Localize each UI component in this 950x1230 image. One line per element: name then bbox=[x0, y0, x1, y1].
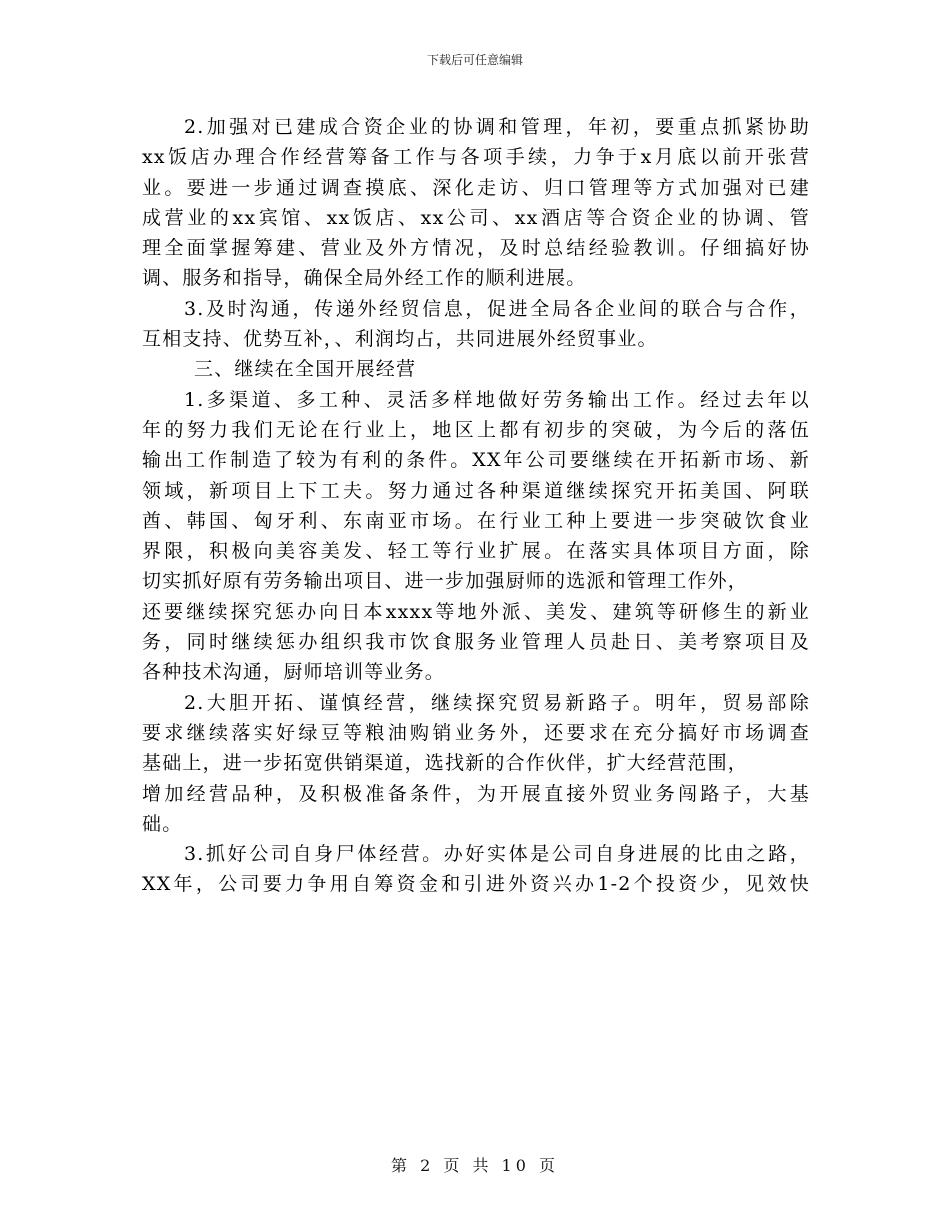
text-line: 成营业的xx宾馆、xx饭店、xx公司、xx酒店等合资企业的协调、管 bbox=[142, 206, 810, 229]
page-header: 下载后可任意编辑 bbox=[426, 53, 523, 67]
text-line: 3.抓好公司自身尸体经营。办好实体是公司自身进展的比由之路， bbox=[184, 843, 810, 866]
page-number-footer: 第 2 页 共 10 页 bbox=[391, 1156, 559, 1175]
text-line: XX年，公司要力争用自筹资金和引进外资兴办1-2个投资少，见效快 bbox=[142, 873, 810, 896]
text-line: 业。要进一步通过调查摸底、深化走访、归口管理等方式加强对已建 bbox=[142, 176, 810, 199]
text-line: 3.及时沟通，传递外经贸信息，促进全局各企业间的联合与合作， bbox=[184, 297, 810, 320]
text-line: 要求继续落实好绿豆等粮油购销业务外，还要求在充分搞好市场调查 bbox=[142, 721, 810, 744]
text-line: 基础上，进一步拓宽供销渠道，选找新的合作伙伴，扩大经营范围， bbox=[142, 752, 749, 775]
text-line: 界限，积极向美容美发、轻工等行业扩展。在落实具体项目方面，除 bbox=[142, 540, 810, 563]
text-line: 还要继续探究惩办向日本xxxx等地外派、美发、建筑等研修生的新业 bbox=[142, 600, 810, 623]
text-line: 增加经营品种，及积极准备条件，为开展直接外贸业务闯路子，大基 bbox=[142, 782, 810, 805]
text-line: 年的努力我们无论在行业上，地区上都有初步的突破，为今后的落伍 bbox=[142, 418, 810, 441]
text-line: 2.大胆开拓、谨慎经营，继续探究贸易新路子。明年，贸易部除 bbox=[184, 691, 810, 714]
text-line: 切实抓好原有劳务输出项目、进一步加强厨师的选派和管理工作外， bbox=[142, 570, 749, 593]
text-line: 础。 bbox=[142, 812, 183, 835]
text-line: 1.多渠道、多工种、灵活多样地做好劳务输出工作。经过去年以 bbox=[184, 388, 810, 411]
section-heading: 三、继续在全国开展经营 bbox=[194, 358, 417, 381]
text-line: 互相支持、优势互补，、利润均占，共同进展外经贸事业。 bbox=[142, 328, 658, 351]
text-line: 领域，新项目上下工夫。努力通过各种渠道继续探究开拓美国、阿联 bbox=[142, 479, 810, 502]
text-line: 理全面掌握筹建、营业及外方情况，及时总结经验教训。仔细搞好协 bbox=[142, 237, 810, 260]
text-line: 务，同时继续惩办组织我市饮食服务业管理人员赴日、美考察项目及 bbox=[142, 631, 810, 654]
text-line: 调、服务和指导，确保全局外经工作的顺利进展。 bbox=[142, 267, 587, 290]
text-line: 酋、韩国、匈牙利、东南亚市场。在行业工种上要进一步突破饮食业 bbox=[142, 509, 810, 532]
text-line: xx饭店办理合作经营筹备工作与各项手续，力争于x月底以前开张营 bbox=[142, 146, 810, 169]
text-line: 2.加强对已建成合资企业的协调和管理，年初，要重点抓紧协助 bbox=[184, 116, 810, 138]
text-line: 各种技术沟通，厨师培训等业务。 bbox=[142, 661, 446, 684]
text-line: 输出工作制造了较为有利的条件。XX年公司要继续在开拓新市场、新 bbox=[142, 449, 810, 472]
document-body bbox=[142, 112, 810, 900]
